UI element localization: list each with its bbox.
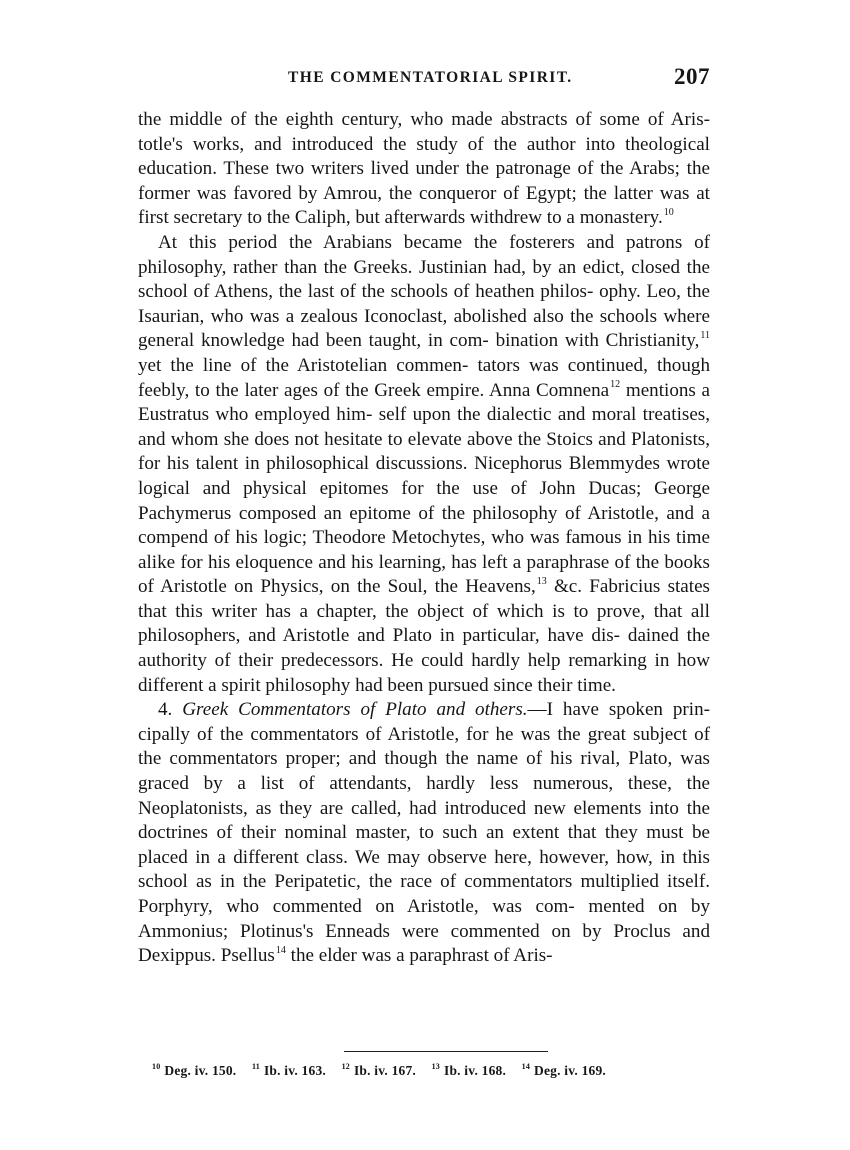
text-line: At this period the Arabians became the fosterers and patrons of xyxy=(158,231,710,253)
text-line: must be placed in a different class. We may observe here, however, xyxy=(138,822,710,868)
body-text xyxy=(138,108,710,969)
text-line: philosophy, rather than the Greeks. Justinian had, by an edict, xyxy=(138,256,625,278)
footnote-text: Ib. iv. 167. xyxy=(353,1063,417,1078)
paragraph-arabians xyxy=(138,231,710,698)
footnote-marker: 12 xyxy=(610,379,621,391)
footnote xyxy=(252,1063,326,1079)
text-line: bination with Christianity, xyxy=(495,330,700,352)
text-line: their time. xyxy=(537,674,616,696)
text-line: was graced by a list of attendants, hardly less numerous, these, the xyxy=(138,748,710,795)
footnote-rule xyxy=(344,1051,548,1052)
paragraph-continued xyxy=(138,108,710,231)
text-line: states that this writer has a chapter, the object of which is to prove, xyxy=(138,576,710,622)
text-line: —I have spoken prin- xyxy=(527,699,710,721)
text-line: the former was favored by Amrou, the conqueror of Egypt; the latter xyxy=(138,158,710,204)
text-line: Proclus and Dexippus. Psellus xyxy=(138,920,710,967)
text-line: of his logic; Theodore Metochytes, who was famous in his time alike xyxy=(138,527,710,573)
text-line: dained the authority of their predecessors. He could hardly help xyxy=(138,625,710,672)
text-line: philosophical discussions. Nicephorus Blemmydes wrote logical and xyxy=(138,453,710,499)
text-line: &c. Fabricius xyxy=(546,576,661,598)
text-line: closed the school of Athens, the last of the schools of heathen philos- xyxy=(138,256,710,303)
text-line: the middle of the eighth century, who made abstracts of some of Aris- xyxy=(138,109,710,130)
text-line: of the commentators proper; and though the name of his rival, Plato, xyxy=(138,723,710,770)
footnote-mark: 13 xyxy=(431,1061,440,1071)
footnote-text: Deg. iv. 169. xyxy=(534,1063,607,1078)
text-line: tators was continued, though feebly, to the later ages of the Greek xyxy=(138,354,710,401)
footnote-mark: 12 xyxy=(341,1061,350,1071)
paragraph-greek-commentators xyxy=(138,698,710,969)
text-line: cipally of the commentators of Aristotle, for he was the great subject xyxy=(138,723,688,745)
footnote-marker: 11 xyxy=(700,329,710,341)
text-line: composed an epitome of the philosophy of Aristotle, and a compend xyxy=(138,502,710,549)
text-line: the doctrines of their nominal master, to such an extent that they xyxy=(138,797,711,844)
text-line: remarking in how different a spirit philosophy had been pursued since xyxy=(138,650,711,696)
text-line: of Aristotle on Physics, on the Soul, the Heavens, xyxy=(138,576,536,598)
text-line: multiplied itself. Porphyry, who commented on Aristotle, was com- xyxy=(138,871,710,917)
footnotes xyxy=(152,1063,712,1079)
footnote-mark: 11 xyxy=(251,1061,260,1071)
text-line: hesitate to elevate above the Stoics and Platonists, for his talent in xyxy=(138,428,710,475)
footnote-marker: 10 xyxy=(663,207,674,219)
footnote xyxy=(522,1063,606,1079)
text-line: mented on by Ammonius; Plotinus's Enneads were commented on by xyxy=(138,896,710,942)
text-line: mentions a Eustratus who employed him- xyxy=(138,379,711,426)
footnote xyxy=(432,1063,506,1079)
section-number: 4. xyxy=(158,699,183,721)
footnote-text: Ib. iv. 168. xyxy=(444,1063,507,1078)
text-line: was at first secretary to the Caliph, but afterwards withdrew to a xyxy=(138,182,710,229)
footnote-mark: 14 xyxy=(521,1061,531,1071)
page-number: 207 xyxy=(674,64,710,89)
running-title: THE COMMENTATORIAL SPIRIT. xyxy=(288,69,573,86)
text-line: how, in this school as in the Peripatetic, the race of commentators xyxy=(138,846,710,893)
section-heading: Greek Commentators of Plato and others. xyxy=(182,699,528,721)
page-header xyxy=(138,64,710,98)
text-line: also the schools where general knowledge had been taught, in com- xyxy=(138,305,710,352)
text-line: physical epitomes for the use of John Ducas; George Pachymerus xyxy=(138,477,710,524)
footnote-text: Deg. iv. 150. xyxy=(164,1063,237,1078)
text-line: empire. Anna Comnena xyxy=(426,379,610,401)
text-line: yet the line of the Aristotelian commen- xyxy=(138,354,469,376)
text-line: ophy. Leo, the Isaurian, who was a zealous Iconoclast, abolished xyxy=(138,281,710,327)
footnote xyxy=(342,1063,416,1079)
text-line: the elder was a paraphrast of Aris- xyxy=(285,945,553,967)
text-line: that all philosophers, and Aristotle and Plato in particular, have dis- xyxy=(138,600,710,647)
text-line: self upon the dialectic and moral treatises, and whom she does not xyxy=(138,404,711,450)
footnote-mark: 10 xyxy=(152,1061,161,1071)
footnote-marker: 14 xyxy=(275,944,286,956)
text-line: education. These two writers lived under the patronage of the Arabs; xyxy=(138,158,680,180)
text-line: for his eloquence and his learning, has left a paraphrase of the books xyxy=(180,551,710,573)
footnote xyxy=(152,1063,236,1079)
footnote-text: Ib. iv. 163. xyxy=(263,1063,326,1078)
text-line: Neoplatonists, as they are called, had introduced new elements into xyxy=(138,797,679,819)
text-line: totle's works, and introduced the study of the author into theological xyxy=(138,133,710,155)
text-line: monastery. xyxy=(579,207,663,229)
footnote-marker: 13 xyxy=(536,575,547,587)
